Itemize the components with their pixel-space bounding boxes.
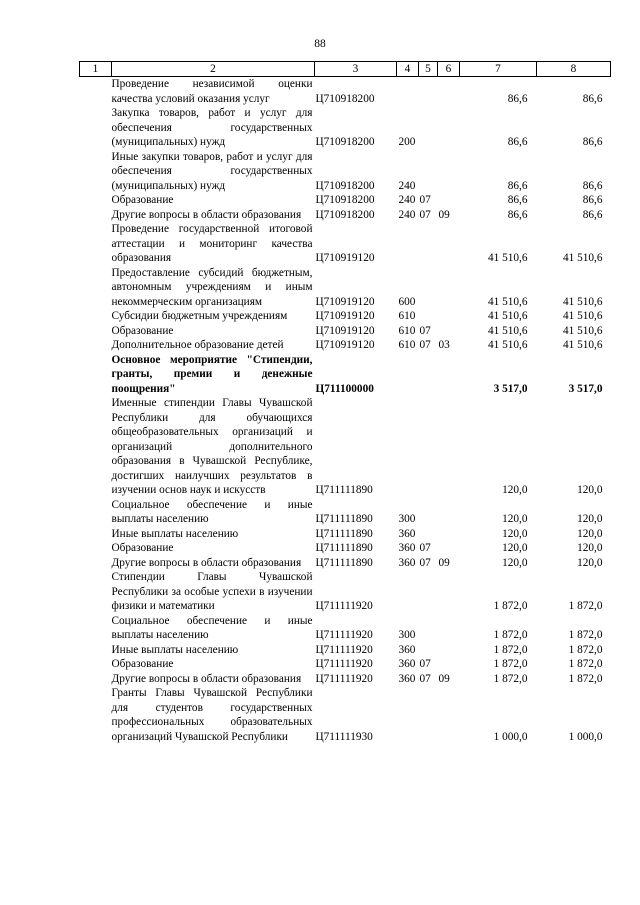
cell-target-code: Ц711100000: [315, 382, 374, 395]
cell-name: Образование: [111, 542, 174, 554]
cell-expense-type: 360: [398, 672, 416, 685]
table-row: [80, 657, 611, 672]
cell-section: [419, 150, 438, 194]
header-col-3: 3: [315, 62, 397, 77]
cell-name: Социальное обеспечение и иные выплаты населению: [111, 498, 313, 525]
cell-name: Другие вопросы в области образования: [111, 208, 302, 221]
cell-target-code: Ц711111890: [315, 513, 373, 525]
cell-section: 07: [419, 208, 431, 221]
table-body: [80, 77, 611, 745]
table-row: [80, 222, 611, 266]
cell-expense-type: 240: [398, 208, 416, 221]
cell-amount-col7: 41 510,6: [487, 324, 528, 337]
cell-name: Проведение государственной итоговой аттестации и мониторинг качества образования: [111, 223, 313, 264]
cell-number: [80, 527, 112, 542]
table-row: [80, 77, 611, 107]
cell-target-code: Ц711111920: [315, 658, 373, 670]
table-row: [80, 541, 611, 556]
cell-name: Другие вопросы в области образования: [111, 672, 302, 685]
cell-section: 07: [419, 194, 431, 206]
cell-section: [419, 643, 438, 658]
cell-number: [80, 643, 112, 658]
cell-target-code: Ц710918200: [315, 194, 375, 206]
cell-name: Гранты Главы Чувашской Республики для студентов государственных профессиональных образовательных организаций Чувашской Республики: [111, 687, 313, 743]
cell-amount-col8: 41 510,6: [562, 324, 603, 337]
cell-subsection: [438, 150, 460, 194]
cell-amount-col8: 120,0: [577, 513, 603, 525]
cell-expense-type: 600: [398, 295, 416, 308]
cell-number: [80, 396, 112, 498]
cell-section: 07: [419, 672, 431, 685]
cell-name: Образование: [111, 194, 174, 206]
cell-subsection: [438, 657, 460, 672]
table-row: [80, 643, 611, 658]
cell-amount-col7: 1 872,0: [493, 600, 528, 612]
cell-name: Именные стипендии Главы Чувашской Республики для обучающихся общеобразовательных организаций и организаций дополнительного образования в Чувашской Республике, достигших наилучших результатов в изучении основ наук и искусств: [111, 397, 313, 496]
table-row: [80, 686, 611, 744]
cell-target-code: Ц710919120: [315, 310, 375, 322]
cell-name: Дополнительное образование детей: [111, 339, 284, 351]
cell-section: [419, 686, 438, 744]
cell-amount-col8: 86,6: [582, 194, 603, 206]
cell-target-code: Ц710918200: [315, 92, 375, 105]
cell-expense-type: 300: [398, 629, 416, 641]
cell-amount-col7: 41 510,6: [487, 295, 528, 308]
cell-expense-type: 240: [398, 194, 416, 206]
cell-expense-type: 360: [398, 527, 416, 540]
cell-target-code: Ц711111890: [315, 527, 373, 540]
header-col-5: 5: [419, 62, 438, 77]
cell-target-code: Ц711111890: [315, 484, 373, 496]
table-header: [80, 62, 611, 77]
cell-number: [80, 657, 112, 672]
cell-amount-col8: 1 000,0: [568, 730, 603, 743]
table-row: [80, 193, 611, 208]
cell-amount-col7: 86,6: [507, 208, 528, 221]
cell-amount-col7: 86,6: [507, 194, 528, 206]
table-row: [80, 106, 611, 150]
cell-name: Проведение независимой оценки качества условий оказания услуг: [111, 78, 313, 105]
cell-name: Другие вопросы в области образования: [111, 556, 302, 569]
cell-name: Иные закупки товаров, работ и услуг для обеспечения государственных (муниципальных) нужд: [111, 150, 313, 192]
cell-number: [80, 266, 112, 310]
cell-subsection: [438, 353, 460, 397]
cell-subsection: [438, 527, 460, 542]
cell-number: [80, 106, 112, 150]
budget-table: [79, 61, 611, 744]
cell-section: 07: [419, 324, 431, 337]
cell-name: Основное мероприятие "Стипендии, гранты, премии и денежные поощрения": [111, 353, 313, 395]
cell-subsection: 09: [438, 672, 450, 685]
cell-subsection: 09: [438, 556, 450, 569]
cell-subsection: [438, 193, 460, 208]
cell-section: 07: [419, 339, 431, 351]
cell-target-code: Ц710918200: [315, 208, 375, 221]
cell-expense-type: [397, 396, 419, 498]
cell-amount-col7: 120,0: [502, 527, 528, 540]
table-row: [80, 556, 611, 571]
cell-amount-col8: 120,0: [577, 484, 603, 496]
cell-subsection: [438, 686, 460, 744]
cell-number: [80, 353, 112, 397]
cell-subsection: 03: [438, 339, 450, 351]
cell-expense-type: 610: [398, 324, 416, 337]
cell-expense-type: 200: [398, 136, 416, 148]
cell-target-code: Ц711111890: [315, 556, 373, 569]
cell-amount-col8: 41 510,6: [562, 295, 603, 308]
cell-name: Закупка товаров, работ и услуг для обеспечения государственных (муниципальных) нужд: [111, 107, 313, 148]
cell-amount-col8: 86,6: [582, 136, 603, 148]
table-row: [80, 309, 611, 324]
cell-amount-col7: 86,6: [507, 92, 528, 105]
cell-expense-type: [397, 222, 419, 266]
cell-expense-type: 360: [398, 643, 416, 656]
table-row: [80, 150, 611, 194]
cell-subsection: [438, 77, 460, 107]
cell-section: [419, 222, 438, 266]
cell-amount-col8: 41 510,6: [562, 339, 603, 351]
cell-amount-col8: 1 872,0: [568, 672, 603, 685]
cell-amount-col8: 86,6: [582, 92, 603, 105]
cell-number: [80, 150, 112, 194]
cell-subsection: [438, 309, 460, 324]
cell-target-code: Ц710918200: [315, 136, 375, 148]
cell-amount-col8: 1 872,0: [568, 643, 603, 656]
cell-subsection: [438, 396, 460, 498]
cell-target-code: Ц711111920: [315, 672, 373, 685]
cell-section: 07: [419, 542, 431, 554]
cell-section: [419, 266, 438, 310]
cell-expense-type: [397, 77, 419, 107]
cell-number: [80, 77, 112, 107]
cell-expense-type: 360: [398, 658, 416, 670]
cell-section: 07: [419, 658, 431, 670]
cell-subsection: 09: [438, 208, 450, 221]
cell-number: [80, 498, 112, 527]
table-row: [80, 338, 611, 353]
cell-section: [419, 106, 438, 150]
cell-section: [419, 396, 438, 498]
cell-amount-col8: 41 510,6: [562, 310, 603, 322]
cell-expense-type: [397, 353, 419, 397]
cell-section: [419, 614, 438, 643]
cell-number: [80, 309, 112, 324]
cell-subsection: [438, 106, 460, 150]
table-row: [80, 570, 611, 614]
cell-name: Стипендии Главы Чувашской Республики за особые успехи в изучении физики и математики: [111, 571, 313, 612]
cell-amount-col8: 120,0: [577, 542, 603, 554]
cell-amount-col8: 1 872,0: [568, 658, 603, 670]
cell-name: Образование: [111, 658, 174, 670]
cell-amount-col7: 120,0: [502, 556, 528, 569]
cell-amount-col7: 120,0: [502, 513, 528, 525]
cell-subsection: [438, 570, 460, 614]
cell-target-code: Ц711111920: [315, 629, 373, 641]
table-row: [80, 396, 611, 498]
cell-expense-type: 240: [398, 179, 416, 192]
cell-subsection: [438, 643, 460, 658]
cell-expense-type: 610: [398, 339, 416, 351]
table-row: [80, 614, 611, 643]
cell-target-code: Ц711111930: [315, 730, 373, 743]
table-row: [80, 353, 611, 397]
cell-section: [419, 570, 438, 614]
header-col-4: 4: [397, 62, 419, 77]
cell-target-code: Ц711111890: [315, 542, 373, 554]
cell-name: Субсидии бюджетным учреждениям: [111, 310, 288, 322]
header-col-2: 2: [112, 62, 315, 77]
cell-number: [80, 338, 112, 353]
cell-number: [80, 686, 112, 744]
table-row: [80, 527, 611, 542]
cell-name: Иные выплаты населению: [111, 643, 239, 656]
cell-number: [80, 222, 112, 266]
cell-amount-col8: 86,6: [582, 179, 603, 192]
cell-amount-col7: 86,6: [507, 179, 528, 192]
cell-amount-col7: 1 872,0: [493, 672, 528, 685]
cell-amount-col7: 120,0: [502, 484, 528, 496]
cell-expense-type: 300: [398, 513, 416, 525]
cell-target-code: Ц710919120: [315, 295, 375, 308]
cell-subsection: [438, 222, 460, 266]
page-number: 88: [314, 38, 326, 50]
cell-target-code: Ц711111920: [315, 600, 373, 612]
header-col-6: 6: [438, 62, 460, 77]
cell-section: [419, 498, 438, 527]
header-row: [80, 62, 611, 77]
cell-target-code: Ц710919120: [315, 252, 375, 264]
cell-number: [80, 556, 112, 571]
cell-expense-type: 360: [398, 556, 416, 569]
table-row: [80, 208, 611, 223]
cell-name: Образование: [111, 324, 174, 337]
header-col-8: 8: [537, 62, 611, 77]
table-row: [80, 498, 611, 527]
cell-amount-col7: 41 510,6: [487, 339, 528, 351]
cell-amount-col7: 1 872,0: [493, 643, 528, 656]
cell-amount-col8: 3 517,0: [568, 382, 603, 395]
cell-subsection: [438, 498, 460, 527]
cell-number: [80, 570, 112, 614]
cell-expense-type: [397, 570, 419, 614]
cell-amount-col8: 1 872,0: [568, 600, 603, 612]
cell-expense-type: 610: [398, 310, 416, 322]
cell-amount-col7: 41 510,6: [487, 252, 528, 264]
cell-subsection: [438, 324, 460, 339]
cell-number: [80, 541, 112, 556]
cell-name: Иные выплаты населению: [111, 527, 239, 540]
cell-section: 07: [419, 556, 431, 569]
cell-expense-type: [397, 686, 419, 744]
cell-subsection: [438, 541, 460, 556]
cell-amount-col8: 120,0: [577, 527, 603, 540]
cell-section: [419, 527, 438, 542]
cell-section: [419, 309, 438, 324]
cell-number: [80, 324, 112, 339]
cell-target-code: Ц710919120: [315, 324, 375, 337]
cell-amount-col7: 1 000,0: [493, 730, 528, 743]
cell-amount-col8: 1 872,0: [568, 629, 603, 641]
header-col-1: 1: [80, 62, 112, 77]
cell-number: [80, 672, 112, 687]
cell-section: [419, 353, 438, 397]
cell-name: Предоставление субсидий бюджетным, автономным учреждениям и иным некоммерческим организациям: [111, 266, 313, 308]
table-row: [80, 266, 611, 310]
cell-amount-col7: 86,6: [507, 136, 528, 148]
cell-number: [80, 208, 112, 223]
cell-amount-col8: 86,6: [582, 208, 603, 221]
cell-number: [80, 614, 112, 643]
cell-amount-col8: 120,0: [577, 556, 603, 569]
cell-target-code: Ц711111920: [315, 643, 373, 656]
cell-amount-col7: 1 872,0: [493, 658, 528, 670]
cell-number: [80, 193, 112, 208]
cell-name: Социальное обеспечение и иные выплаты населению: [111, 614, 313, 641]
cell-expense-type: 360: [398, 542, 416, 554]
cell-target-code: Ц710919120: [315, 339, 375, 351]
cell-section: [419, 77, 438, 107]
cell-amount-col7: 3 517,0: [493, 382, 528, 395]
cell-target-code: Ц710918200: [315, 179, 375, 192]
cell-amount-col7: 120,0: [502, 542, 528, 554]
cell-subsection: [438, 614, 460, 643]
cell-amount-col8: 41 510,6: [562, 252, 603, 264]
header-col-7: 7: [460, 62, 537, 77]
table-row: [80, 324, 611, 339]
cell-subsection: [438, 266, 460, 310]
table-row: [80, 672, 611, 687]
cell-amount-col7: 41 510,6: [487, 310, 528, 322]
cell-amount-col7: 1 872,0: [493, 629, 528, 641]
